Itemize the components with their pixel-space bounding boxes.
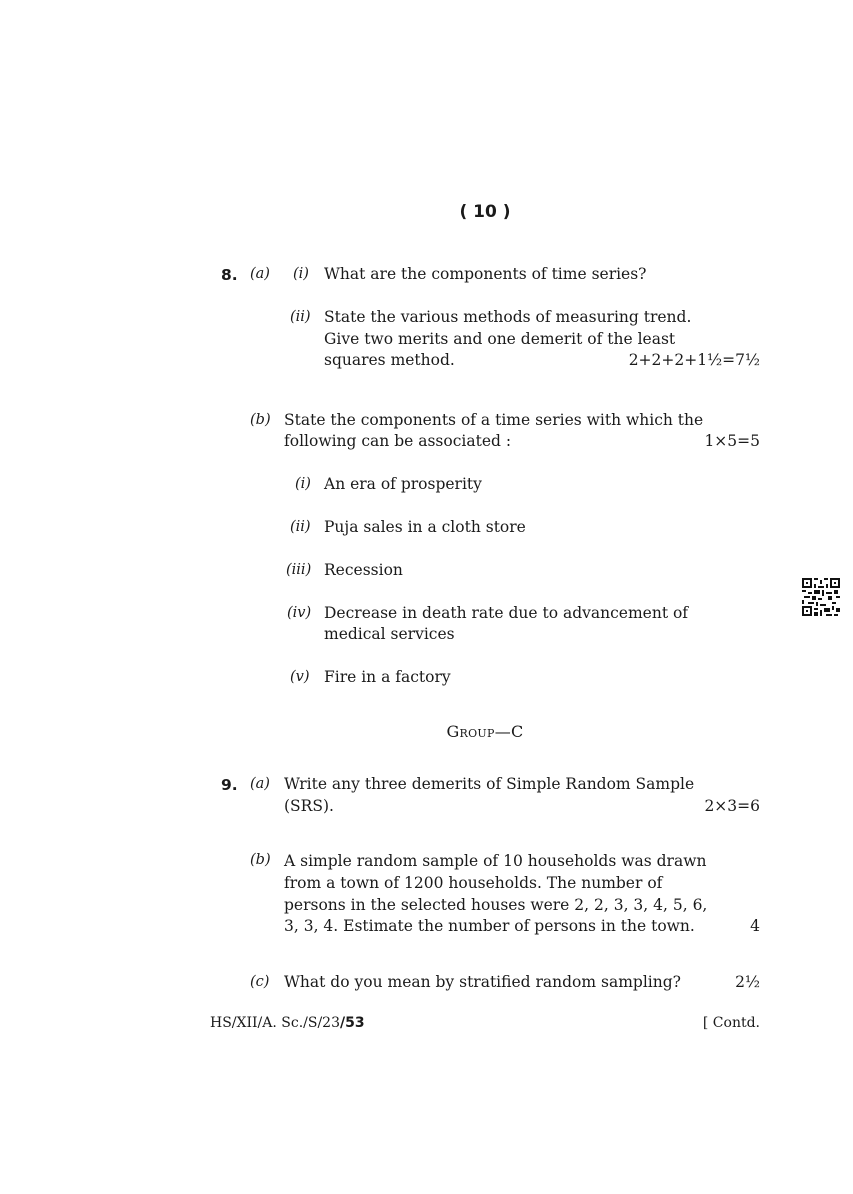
q9-b-line4: 3, 3, 4. Estimate the number of persons in the town. — [284, 917, 695, 935]
q8-a-i-label: (i) — [293, 266, 309, 282]
q8-b-item-2-label: (ii) — [290, 519, 311, 535]
q8-b-label: (b) — [250, 412, 271, 428]
q9-c-text: What do you mean by stratified random sampling? — [284, 973, 681, 991]
group-c-heading: Group—C — [446, 722, 524, 741]
q8-b-item-3-label: (iii) — [286, 562, 312, 578]
q8-a-ii-label: (ii) — [290, 309, 311, 325]
qr-code-icon — [802, 578, 840, 616]
q8-b-marks: 1×5=5 — [704, 432, 760, 450]
q8-a-marks: 2+2+2+1½=7½ — [628, 351, 760, 369]
q8-a-i-text: What are the components of time series? — [324, 265, 647, 283]
question-9-number: 9. — [221, 776, 238, 794]
q9-a-line1: Write any three demerits of Simple Random Sample — [284, 775, 695, 793]
q8-b-item-4-line2: medical services — [324, 625, 455, 643]
q9-c-marks: 2½ — [735, 973, 760, 991]
paper-code — [210, 1015, 365, 1031]
q9-a-label: (a) — [250, 776, 270, 792]
q9-a-line2: (SRS). — [284, 797, 334, 815]
q8-b-item-4-line1: Decrease in death rate due to advancement of — [324, 604, 689, 622]
q8-a-ii-line3: squares method. — [324, 351, 455, 369]
page-number: ( 10 ) — [459, 202, 511, 222]
q8-b-item-1-text: An era of prosperity — [324, 475, 482, 493]
q8-b-item-1-label: (i) — [295, 476, 311, 492]
q9-a-marks: 2×3=6 — [704, 797, 760, 815]
paper-code-prefix: HS/XII/A. Sc./S/23 — [210, 1015, 340, 1031]
paper-code-suffix: /53 — [340, 1015, 365, 1031]
q8-b-item-5-text: Fire in a factory — [324, 668, 451, 686]
q8-b-line2: following can be associated : — [284, 432, 512, 450]
q8-a-ii-line2: Give two merits and one demerit of the least — [324, 329, 676, 348]
q9-b-label: (b) — [250, 852, 271, 868]
q8-b-item-3-text: Recession — [324, 561, 403, 579]
contd-note: [ Contd. — [702, 1015, 760, 1031]
q8-b-item-5-label: (v) — [290, 669, 310, 685]
q9-b-marks: 4 — [750, 917, 760, 935]
q8-b-item-4-label: (iv) — [287, 605, 312, 621]
q8-a-label: (a) — [250, 266, 270, 282]
q8-b-line1: State the components of a time series with which the — [284, 411, 704, 429]
q9-c-label: (c) — [250, 974, 270, 990]
q8-a-ii-line1: State the various methods of measuring trend. — [324, 308, 692, 326]
q9-b-line2: from a town of 1200 households. The number of — [284, 874, 663, 892]
q9-b-line1: A simple random sample of 10 households was drawn — [284, 852, 707, 870]
question-8-number: 8. — [221, 266, 238, 284]
q8-b-item-2-text: Puja sales in a cloth store — [324, 518, 526, 536]
q9-b-line3: persons in the selected houses were 2, 2, 3, 3, 4, 5, 6, — [284, 896, 708, 914]
